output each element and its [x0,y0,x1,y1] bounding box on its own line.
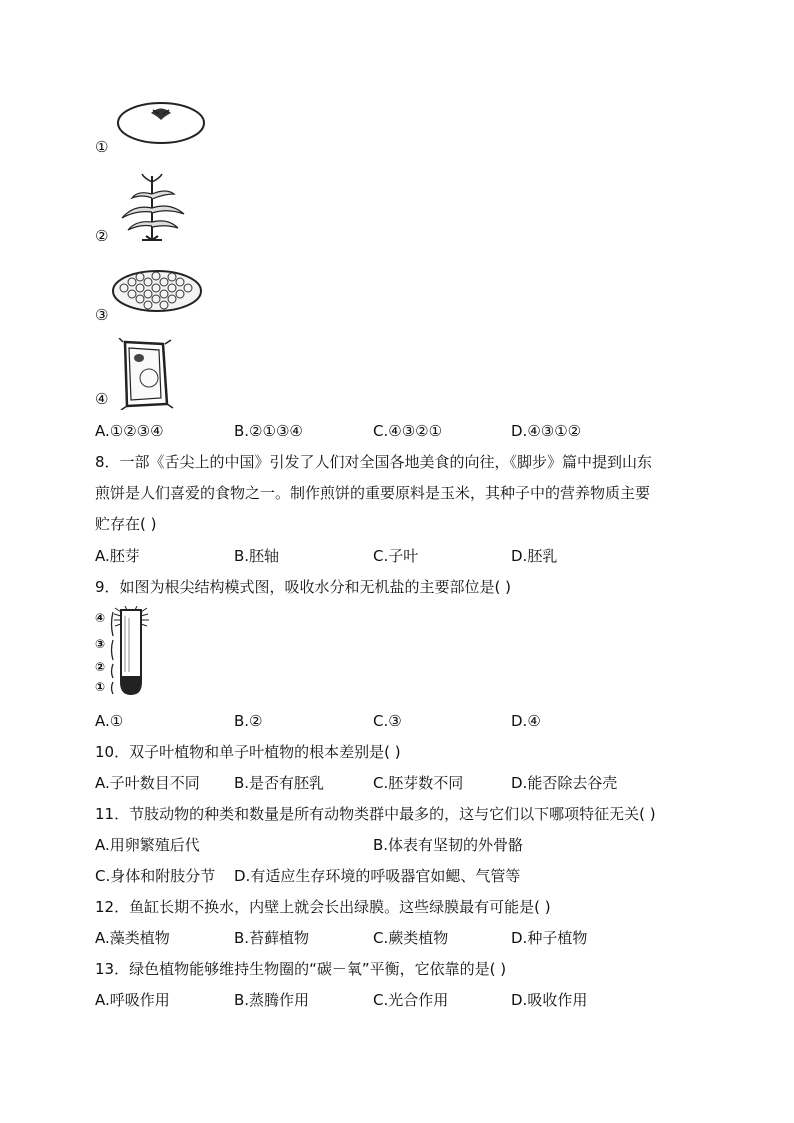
option-a[interactable]: A.藻类植物 [95,929,170,947]
figure-marker: ④ [95,390,109,408]
option-b[interactable]: B.体表有坚韧的外骨骼 [373,836,524,854]
option-b[interactable]: B.是否有胚乳 [234,774,325,792]
tissue-icon [110,266,205,316]
root-tip-icon [107,606,157,698]
plant-icon [112,172,192,244]
question-text: 8．一部《舌尖上的中国》引发了人们对全国各地美食的向往，《脚步》篇中提到山东 [95,453,653,471]
cell-icon [115,338,175,410]
option-d[interactable]: D.④ [511,712,541,730]
root-label: ④ [95,611,106,625]
option-a[interactable]: A.①②③④ [95,422,164,440]
option-d[interactable]: D.④③①② [511,422,582,440]
option-b[interactable]: B.蒸腾作用 [234,991,310,1009]
root-label: ③ [95,637,106,651]
question-text: 11．节肢动物的种类和数量是所有动物类群中最多的，这与它们以下哪项特征无关( ) [95,805,656,823]
option-d[interactable]: D.种子植物 [511,929,588,947]
option-c[interactable]: C.③ [373,712,402,730]
option-c[interactable]: C.蕨类植物 [373,929,449,947]
root-label: ① [95,680,106,694]
figure-marker: ③ [95,306,109,324]
root-label: ② [95,660,106,674]
option-a[interactable]: A.用卵繁殖后代 [95,836,200,854]
option-d[interactable]: D.吸收作用 [511,991,588,1009]
option-a[interactable]: A.① [95,712,124,730]
option-c[interactable]: C.④③②① [373,422,443,440]
option-d[interactable]: D.能否除去谷壳 [511,774,618,792]
option-b[interactable]: B.胚轴 [234,547,280,565]
figure-marker: ② [95,227,109,245]
option-c[interactable]: C.光合作用 [373,991,449,1009]
option-b[interactable]: B.②①③④ [234,422,303,440]
question-text: 煎饼是人们喜爱的食物之一。制作煎饼的重要原料是玉米，其种子中的营养物质主要 [95,484,651,502]
question-text: 10．双子叶植物和单子叶植物的根本差别是( ) [95,743,401,761]
option-c[interactable]: C.子叶 [373,547,419,565]
option-b[interactable]: B.苔藓植物 [234,929,310,947]
option-c[interactable]: C.身体和附肢分节 [95,867,216,885]
option-d[interactable]: D.胚乳 [511,547,558,565]
option-a[interactable]: A.子叶数目不同 [95,774,200,792]
option-c[interactable]: C.胚芽数不同 [373,774,464,792]
question-text: 12．鱼缸长期不换水，内壁上就会长出绿膜。这些绿膜最有可能是( ) [95,898,551,916]
option-a[interactable]: A.呼吸作用 [95,991,170,1009]
figure-marker: ① [95,138,109,156]
question-text: 贮存在( ) [95,515,157,533]
option-a[interactable]: A.胚芽 [95,547,140,565]
option-d[interactable]: D.有适应生存环境的呼吸器官如鳃、气管等 [234,867,521,885]
option-b[interactable]: B.② [234,712,263,730]
question-text: 13．绿色植物能够维持生物圈的“碳－氧”平衡，它依靠的是( ) [95,960,507,978]
fruit-icon [115,98,210,148]
question-text: 9．如图为根尖结构模式图，吸收水分和无机盐的主要部位是( ) [95,578,512,596]
